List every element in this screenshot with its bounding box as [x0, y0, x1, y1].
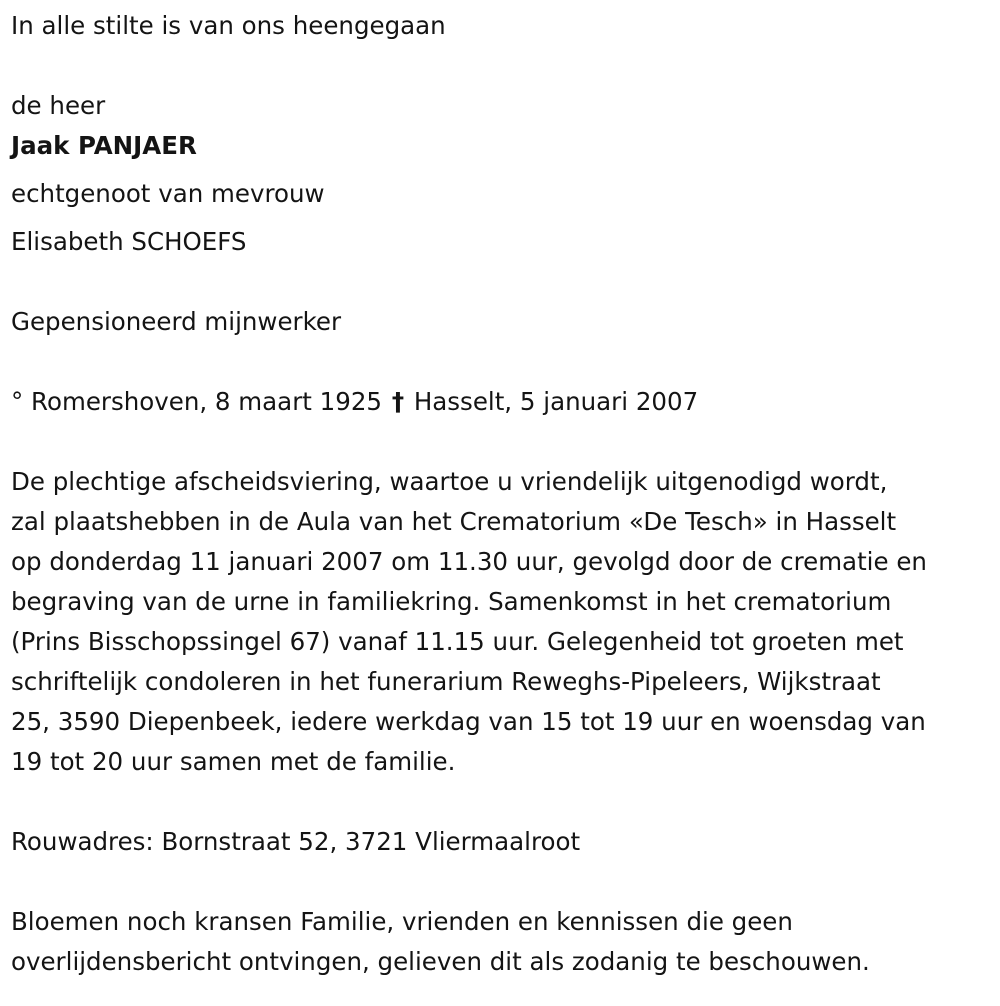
mourning-address: Rouwadres: Bornstraat 52, 3721 Vliermaalroot [11, 827, 581, 856]
ceremony-line: op donderdag 11 januari 2007 om 11.30 uur, gevolgd door de crematie en [11, 547, 927, 576]
spacer [11, 262, 996, 302]
death-notice [11, 6, 996, 982]
profession: Gepensioneerd mijnwerker [11, 307, 342, 336]
death-info: Hasselt, 5 januari 2007 [413, 387, 699, 416]
deceased-name: Jaak PANJAER [11, 131, 197, 160]
ceremony-line: 25, 3590 Diepenbeek, iedere werkdag van 15 tot 19 uur en woensdag van [11, 707, 926, 736]
cross-icon: † [391, 387, 405, 416]
ceremony-paragraph [11, 462, 996, 782]
ceremony-line: 19 tot 20 uur samen met de familie. [11, 747, 456, 776]
spacer [11, 862, 996, 902]
intro-text: In alle stilte is van ons heengegaan [11, 11, 446, 40]
spacer [11, 46, 996, 86]
spacer [11, 422, 996, 462]
flowers-line: overlijdensbericht ontvingen, gelieven dit als zodanig te beschouwen. [11, 947, 870, 976]
spacer [11, 782, 996, 822]
ceremony-line: begraving van de urne in familiekring. Samenkomst in het crematorium [11, 587, 892, 616]
life-dates [11, 382, 996, 422]
spouse-name: Elisabeth SCHOEFS [11, 227, 247, 256]
title-text: de heer [11, 91, 106, 120]
birth-info: ° Romershoven, 8 maart 1925 [11, 387, 383, 416]
spouse-label: echtgenoot van mevrouw [11, 179, 325, 208]
spacer [11, 342, 996, 382]
ceremony-line: De plechtige afscheidsviering, waartoe u vriendelijk uitgenodigd wordt, [11, 467, 888, 496]
flowers-paragraph [11, 902, 996, 982]
ceremony-line: schriftelijk condoleren in het funerarium Reweghs-Pipeleers, Wijkstraat [11, 667, 881, 696]
ceremony-line: (Prins Bisschopssingel 67) vanaf 11.15 uur. Gelegenheid tot groeten met [11, 627, 904, 656]
ceremony-line: zal plaatshebben in de Aula van het Crematorium «De Tesch» in Hasselt [11, 507, 897, 536]
flowers-line: Bloemen noch kransen Familie, vrienden en kennissen die geen [11, 907, 793, 936]
